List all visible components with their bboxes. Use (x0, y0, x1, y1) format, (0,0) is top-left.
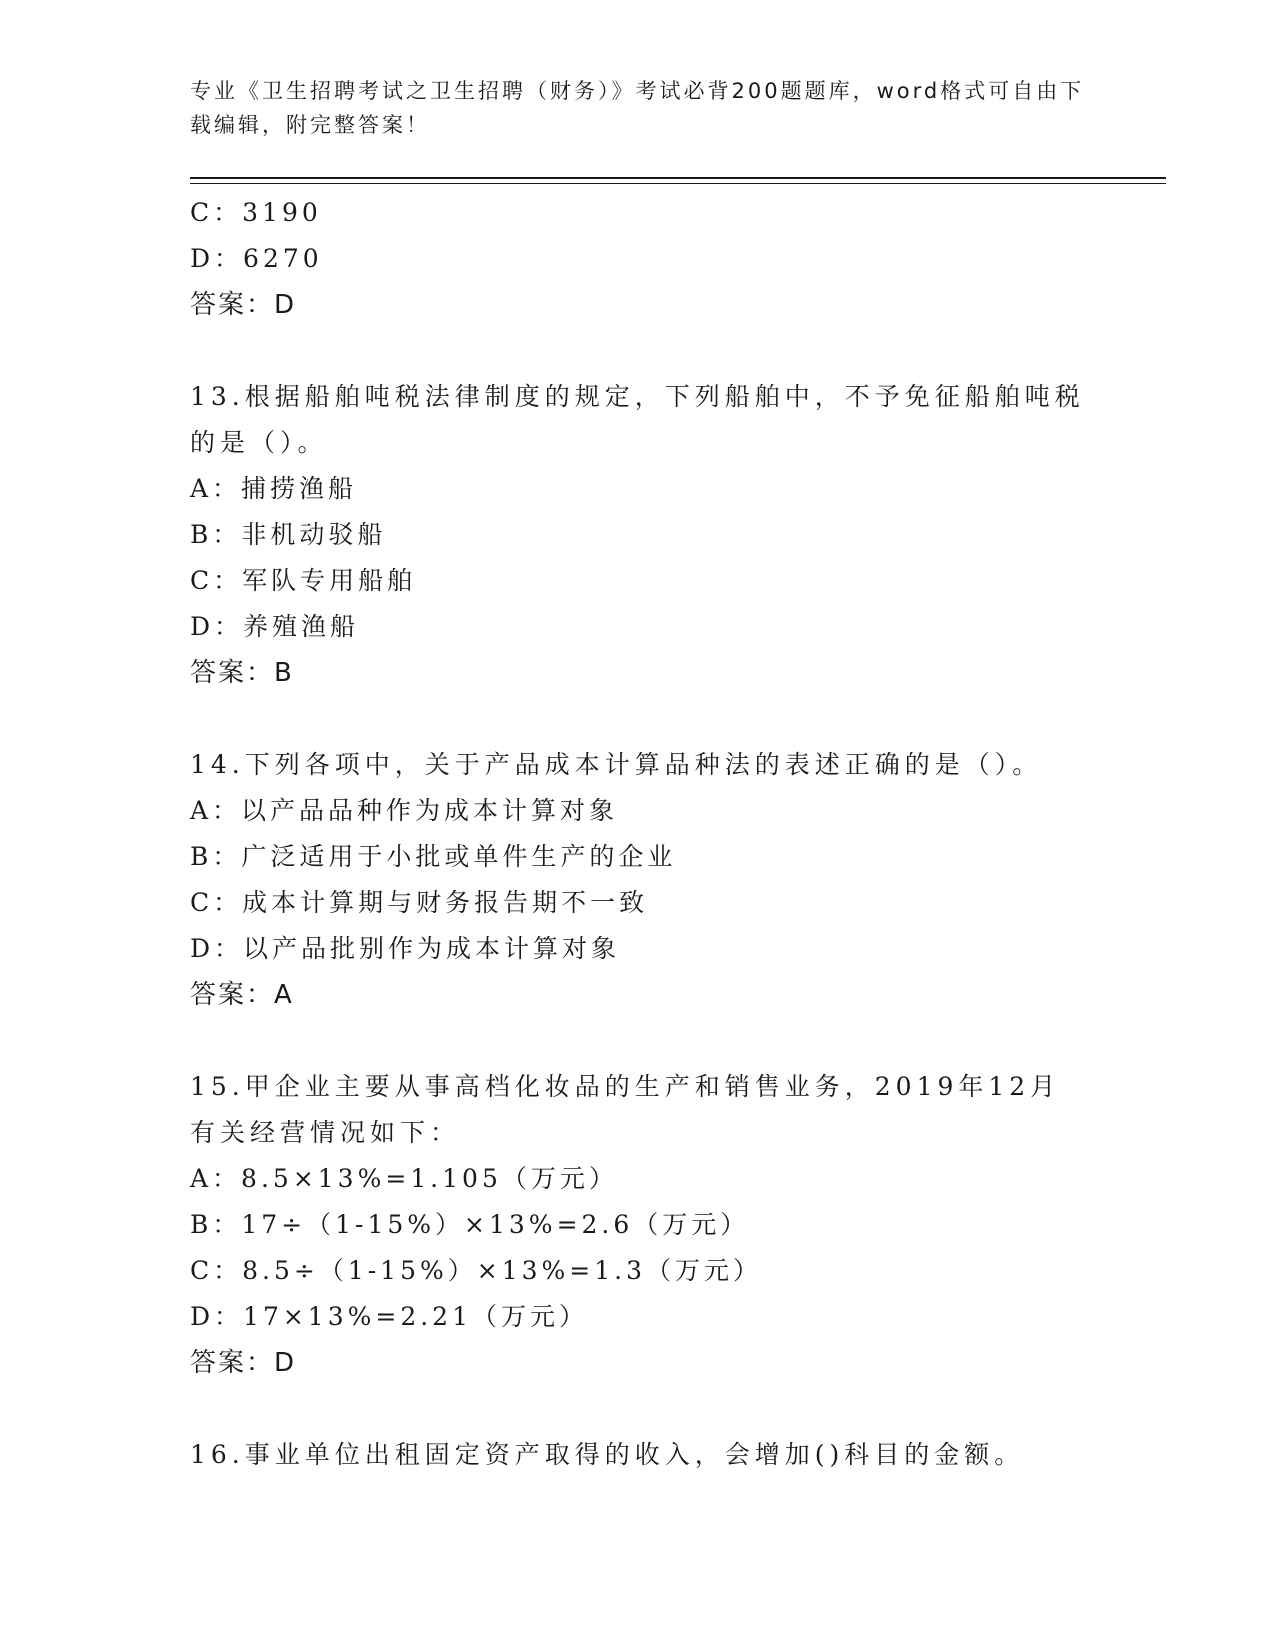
option-d: D：以产品批别作为成本计算对象 (190, 934, 621, 963)
question-15 (190, 1064, 1090, 1386)
page-header: 专业《卫生招聘考试之卫生招聘（财务）》考试必背200题题库，word格式可自由下载编辑，附完整答案！ (190, 79, 1085, 137)
option-a: A：8.5×13%=1.105（万元） (190, 1164, 618, 1193)
question-12-tail (190, 190, 1090, 328)
option-c: C：8.5÷（1-15%）×13%=1.3（万元） (190, 1256, 762, 1285)
option-d: D：6270 (190, 244, 323, 273)
question-14 (190, 742, 1090, 1018)
option-d: D：17×13%=2.21（万元） (190, 1302, 588, 1331)
question-stem: 16.事业单位出租固定资产取得的收入，会增加()科目的金额。 (190, 1440, 1025, 1469)
option-a: A：捕捞渔船 (190, 474, 358, 503)
option-b: B：非机动驳船 (190, 520, 387, 549)
option-b: B：17÷（1-15%）×13%=2.6（万元） (190, 1210, 750, 1239)
option-d: D：养殖渔船 (190, 612, 360, 641)
option-c: C：军队专用船舶 (190, 566, 417, 595)
question-stem: 15.甲企业主要从事高档化妆品的生产和销售业务，2019年12月有关经营情况如下： (190, 1072, 1061, 1147)
header-divider (190, 177, 1166, 179)
question-13 (190, 374, 1090, 696)
answer: 答案：A (190, 980, 294, 1010)
question-stem: 13.根据船舶吨税法律制度的规定，下列船舶中，不予免征船舶吨税的是（）。 (190, 382, 1085, 457)
question-content (190, 190, 1090, 1478)
option-c: C：成本计算期与财务报告期不一致 (190, 888, 649, 917)
question-16 (190, 1432, 1090, 1478)
answer: 答案：D (190, 290, 297, 320)
answer: 答案：B (190, 658, 294, 688)
option-b: B：广泛适用于小批或单件生产的企业 (190, 842, 677, 871)
option-c: C：3190 (190, 198, 322, 227)
answer: 答案：D (190, 1348, 297, 1378)
question-stem: 14.下列各项中，关于产品成本计算品种法的表述正确的是（）。 (190, 750, 1043, 779)
option-a: A：以产品品种作为成本计算对象 (190, 796, 619, 825)
header-divider-thin (190, 183, 1166, 184)
